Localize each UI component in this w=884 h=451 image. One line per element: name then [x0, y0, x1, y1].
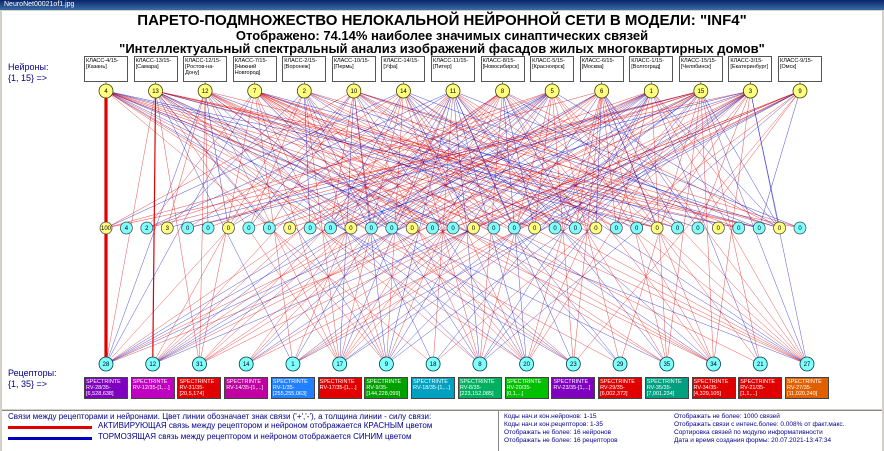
neuron-number: 1 [649, 89, 653, 96]
neuron-number: 6 [600, 89, 604, 96]
hidden-node[interactable] [610, 222, 622, 234]
synapse-link [701, 91, 780, 228]
synapse-link [205, 91, 228, 228]
receptor-number: 9 [384, 362, 389, 369]
hidden-node-value: 0 [206, 226, 210, 232]
hidden-node[interactable] [692, 222, 704, 234]
hidden-node[interactable] [467, 222, 479, 234]
neuron-number: 3 [748, 89, 753, 96]
neuron-label-box: КЛАСС-9/15-[Омск] [778, 56, 822, 82]
hidden-node-value: 0 [777, 226, 782, 232]
hidden-node-value: 0 [226, 226, 231, 232]
hidden-node[interactable] [222, 222, 234, 234]
hidden-node-value: 0 [757, 226, 761, 232]
hidden-node[interactable] [345, 222, 357, 234]
receptor-label-box: SPECTRINTE RV-27/35-[11,020,240] [785, 377, 829, 399]
page-title: ПАРЕТО-ПОДМНОЖЕСТВО НЕЛОКАЛЬНОЙ НЕЙРОННОЙ СЕТИ В МОДЕЛИ: "INF4" [137, 12, 747, 29]
receptor-label-box: SPECTRINTE RV-14/35-[1,...] [224, 377, 268, 399]
stat-max-links: Отображать не более: 1000 связей [674, 413, 780, 420]
synapse-link [269, 91, 701, 228]
hidden-node[interactable] [243, 222, 255, 234]
neuron-number: 2 [302, 89, 306, 96]
neuron-label-box: КЛАСС-8/15-[Новосибирск] [481, 56, 525, 82]
receptor-number: 35 [663, 362, 671, 369]
synapse-link [106, 91, 331, 228]
stat-max-neurons: Отображать не более: 16 нейронов [504, 429, 612, 436]
synapse-link [153, 91, 156, 364]
neurons-label: Нейроны: [8, 62, 49, 72]
hidden-node[interactable] [774, 222, 786, 234]
receptor-label-box: SPECTRINTE RV-34/35-[4,329,105] [692, 377, 736, 399]
legend-inhibiting-text: ТОРМОЗЯЩАЯ связь между рецептором и нейроном отображается СИНИМ цветом [98, 432, 412, 441]
neuron-node[interactable] [248, 84, 262, 98]
receptor-node[interactable] [286, 357, 300, 371]
hidden-node[interactable] [733, 222, 745, 234]
receptor-label-box: SPECTRINTE RV-8/35-[223,152,085] [458, 377, 502, 399]
receptor-node[interactable] [660, 357, 674, 371]
hidden-node-value: 4 [124, 226, 129, 232]
hidden-node-value: 0 [614, 226, 618, 232]
stat-max-receptors: Отображать не более: 16 рецепторов [504, 437, 618, 444]
hidden-node[interactable] [753, 222, 765, 234]
neuron-label-box: КЛАСС-4/15-[Казань] [84, 56, 128, 82]
neuron-label-box: КЛАСС-13/15-[Самара] [134, 56, 178, 82]
hidden-node-value: 0 [512, 226, 516, 232]
hidden-node[interactable] [549, 222, 561, 234]
hidden-node[interactable] [447, 222, 459, 234]
receptor-number: 8 [478, 362, 482, 369]
legend-header: Связи между рецепторами и нейронами. Цвет линии обозначает знак связи ('+','-'), а толщина линии - силу связи: [8, 412, 432, 421]
hidden-node[interactable] [202, 222, 214, 234]
receptors-label: Рецепторы: [8, 368, 57, 378]
stat-sorting: Сортировка связей по модулю информативности [674, 429, 823, 436]
neuron-number: 9 [798, 89, 802, 96]
receptor-number: 27 [803, 362, 811, 369]
neuron-number: 15 [697, 89, 705, 96]
hidden-node-value: 0 [553, 226, 557, 232]
hidden-node[interactable] [569, 222, 581, 234]
neuron-number: 10 [350, 89, 358, 96]
hidden-node-value: 0 [798, 226, 802, 232]
receptor-number: 34 [710, 362, 717, 369]
hidden-node-value: 0 [410, 226, 414, 232]
receptor-number: 14 [242, 362, 250, 369]
neuron-label-box: КЛАСС-10/15-[Пермь] [332, 56, 376, 82]
hidden-node-value: 0 [635, 226, 639, 232]
hidden-node-value: 0 [369, 226, 374, 232]
hidden-node-value: 0 [655, 226, 659, 232]
neuron-node[interactable] [694, 84, 708, 98]
synapse-link [759, 91, 800, 228]
synapse-link [228, 91, 453, 228]
hidden-node-value: 0 [737, 226, 741, 232]
neuron-node[interactable] [644, 84, 658, 98]
synapse-link [701, 91, 760, 364]
hidden-node-value: 0 [492, 226, 496, 232]
receptor-node[interactable] [333, 357, 347, 371]
window-titlebar[interactable] [0, 0, 884, 10]
neuron-number: 13 [152, 89, 159, 96]
hidden-node[interactable] [141, 222, 153, 234]
neuron-label-box: КЛАСС-12/15-[Ростов-на-Дону] [183, 56, 227, 82]
synapse-link [106, 91, 403, 228]
receptor-node[interactable] [473, 357, 487, 371]
hidden-node[interactable] [672, 222, 684, 234]
synapse-link [573, 91, 800, 364]
network-canvas [2, 11, 882, 409]
neuron-node[interactable] [149, 84, 163, 98]
neuron-label-box: КЛАСС-3/15-[Екатеринбург] [728, 56, 772, 82]
hidden-node[interactable] [325, 222, 337, 234]
receptor-label-box: SPECTRINTE RV-29/35-[6,002,372] [598, 377, 642, 399]
neuron-label-box: КЛАСС-7/15-[Нижний Новгород] [233, 56, 277, 82]
hidden-node[interactable] [100, 222, 112, 234]
synapse-link [552, 91, 620, 364]
neuron-label-box: КЛАСС-2/15-[Воронеж] [282, 56, 326, 82]
receptor-label-box: SPECTRINTE RV-35/35-[7,001,234] [645, 377, 689, 399]
receptor-label-box: SPECTRINTE RV-9/35-[144,228,099] [364, 377, 408, 399]
neuron-node[interactable] [198, 84, 212, 98]
hidden-node[interactable] [284, 222, 296, 234]
receptor-label-box: SPECTRINTE RV-12/35-[1,...] [131, 377, 175, 399]
inhibiting-link-swatch [8, 437, 92, 440]
receptor-number: 28 [102, 362, 110, 369]
hidden-node[interactable] [386, 222, 398, 234]
neuron-number: 7 [253, 89, 257, 96]
neuron-node[interactable] [297, 84, 311, 98]
hidden-node-value: 0 [675, 226, 680, 232]
receptor-number: 29 [616, 362, 624, 369]
neuron-label-box: КЛАСС-1/15-[Волгоград] [629, 56, 673, 82]
hidden-node-value: 0 [594, 226, 598, 232]
hidden-node[interactable] [651, 222, 663, 234]
hidden-node-value: 0 [328, 226, 333, 232]
synapse-link [106, 91, 573, 364]
receptor-label-box: SPECTRINTE RV-31/35-[20,5,174] [177, 377, 221, 399]
receptor-label-box: SPECTRINTE RV-23/35-[1,...] [551, 377, 595, 399]
hidden-node-value: 0 [390, 226, 394, 232]
hidden-node[interactable] [508, 222, 520, 234]
receptor-label-box: SPECTRINTE RV-20/35-[0,1,...] [505, 377, 549, 399]
receptor-node[interactable] [566, 357, 580, 371]
receptor-node[interactable] [99, 357, 113, 371]
stat-neuron-codes: Коды нач.и кон.нейронов: 1-15 [504, 413, 597, 420]
receptor-number: 1 [291, 362, 295, 369]
activating-link-swatch [8, 426, 92, 429]
legend-divider [498, 411, 499, 451]
receptor-label-box: SPECTRINTE RV-28/35-[6,528,638] [84, 377, 128, 399]
neuron-label-box: КЛАСС-15/15-[Челябинск] [679, 56, 723, 82]
receptor-node[interactable] [192, 357, 206, 371]
neuron-node[interactable] [545, 84, 559, 98]
hidden-node[interactable] [712, 222, 724, 234]
hidden-node[interactable] [161, 222, 173, 234]
receptor-number: 23 [569, 362, 577, 369]
receptor-number: 12 [149, 362, 157, 369]
page-subtitle: Отображено: 74.14% наиболее значимых синаптических связей [235, 28, 649, 43]
neuron-label-box: КЛАСС-11/15-[Питер] [431, 56, 475, 82]
synapse-link [205, 91, 759, 228]
neuron-number: 8 [500, 89, 505, 96]
synapse-link [354, 91, 739, 228]
hidden-node[interactable] [182, 222, 194, 234]
neuron-node[interactable] [396, 84, 410, 98]
hidden-node-value: 0 [696, 226, 700, 232]
neuron-node[interactable] [595, 84, 609, 98]
neuron-number: 14 [400, 89, 407, 96]
window-title: NeuroNet00021of1.jpg [4, 1, 75, 8]
neuron-node[interactable] [496, 84, 510, 98]
hidden-node-value: 0 [430, 226, 435, 232]
receptor-node[interactable] [707, 357, 721, 371]
neurons-range: {1, 15} => [8, 73, 48, 83]
hidden-node-value: 0 [308, 226, 312, 232]
neuron-label-box: КЛАСС-14/15-[Уфа] [381, 56, 425, 82]
hidden-node[interactable] [631, 222, 643, 234]
receptor-node[interactable] [753, 357, 767, 371]
hidden-node-value: 2 [145, 226, 149, 232]
stat-created-at: Дата и время создания формы: 20.07.2021-13:47:34 [674, 437, 832, 444]
hidden-node[interactable] [263, 222, 275, 234]
receptor-node[interactable] [426, 357, 440, 371]
neuron-node[interactable] [446, 84, 460, 98]
hidden-node[interactable] [365, 222, 377, 234]
hidden-node[interactable] [794, 222, 806, 234]
neuron-number: 5 [550, 89, 554, 96]
hidden-node[interactable] [406, 222, 418, 234]
stat-link-threshold: Отображать связи с интенс.более: 0.008% от факт.макс. [674, 421, 845, 428]
neuron-node[interactable] [793, 84, 807, 98]
hidden-node-value: 0 [716, 226, 721, 232]
neuron-node[interactable] [743, 84, 757, 98]
receptor-number: 18 [429, 362, 437, 369]
neuron-node[interactable] [99, 84, 113, 98]
receptor-node[interactable] [379, 357, 393, 371]
neuron-number: 11 [449, 89, 457, 96]
hidden-node-value: 0 [247, 226, 251, 232]
hidden-node-value: 0 [267, 226, 271, 232]
neuron-number: 12 [201, 89, 209, 96]
receptor-label-box: SPECTRINTE RV-17/35-[1,...] [318, 377, 362, 399]
receptor-node[interactable] [520, 357, 534, 371]
receptor-number: 20 [523, 362, 530, 369]
receptor-label-box: SPECTRINTE RV-18/35-[1,...] [411, 377, 455, 399]
receptor-node[interactable] [239, 357, 253, 371]
legend-activating-text: АКТИВИРУЮЩАЯ связь между рецептором и нейроном отображается КРАСНЫМ цветом [98, 421, 433, 430]
neuron-label-box: КЛАСС-6/15-[Москва] [580, 56, 624, 82]
hidden-node-value: 0 [349, 226, 353, 232]
receptor-node[interactable] [800, 357, 814, 371]
hidden-node[interactable] [304, 222, 316, 234]
receptors-range: {1, 35} => [8, 379, 48, 389]
neuron-node[interactable] [347, 84, 361, 98]
stat-receptor-codes: Коды нач.и кон.рецепторов: 1-35 [504, 421, 603, 428]
hidden-node[interactable] [488, 222, 500, 234]
hidden-node[interactable] [120, 222, 132, 234]
model-description: "Интеллектуальный спектральный анализ изображений фасадов жилых многоквартирных домов" [119, 41, 765, 56]
neuron-number: 4 [104, 89, 108, 96]
synapse-link [494, 91, 751, 228]
receptor-number: 21 [756, 362, 764, 369]
receptor-node[interactable] [613, 357, 627, 371]
hidden-node-value: 0 [573, 226, 578, 232]
hidden-node[interactable] [427, 222, 439, 234]
synapse-link [698, 91, 800, 228]
hidden-node-value: 0 [451, 226, 455, 232]
hidden-node-value: 100 [100, 226, 112, 232]
synapse-link [106, 91, 535, 228]
hidden-node-value: 0 [532, 226, 537, 232]
hidden-node[interactable] [590, 222, 602, 234]
receptor-node[interactable] [146, 357, 160, 371]
synapse-link [750, 91, 779, 228]
hidden-node-value: 0 [288, 226, 292, 232]
receptor-label-box: SPECTRINTE RV-1/35-[255,255,063] [271, 377, 315, 399]
legend-panel [2, 410, 882, 451]
hidden-node-value: 0 [471, 226, 476, 232]
hidden-node[interactable] [529, 222, 541, 234]
hidden-node-value: 0 [185, 226, 190, 232]
hidden-node-value: 3 [165, 226, 169, 232]
neuron-label-box: КЛАСС-5/15-[Красноярск] [530, 56, 574, 82]
receptor-label-box: SPECTRINTE RV-21/35-[1,1,...] [738, 377, 782, 399]
receptor-number: 31 [196, 362, 203, 369]
receptor-number: 17 [336, 362, 344, 369]
